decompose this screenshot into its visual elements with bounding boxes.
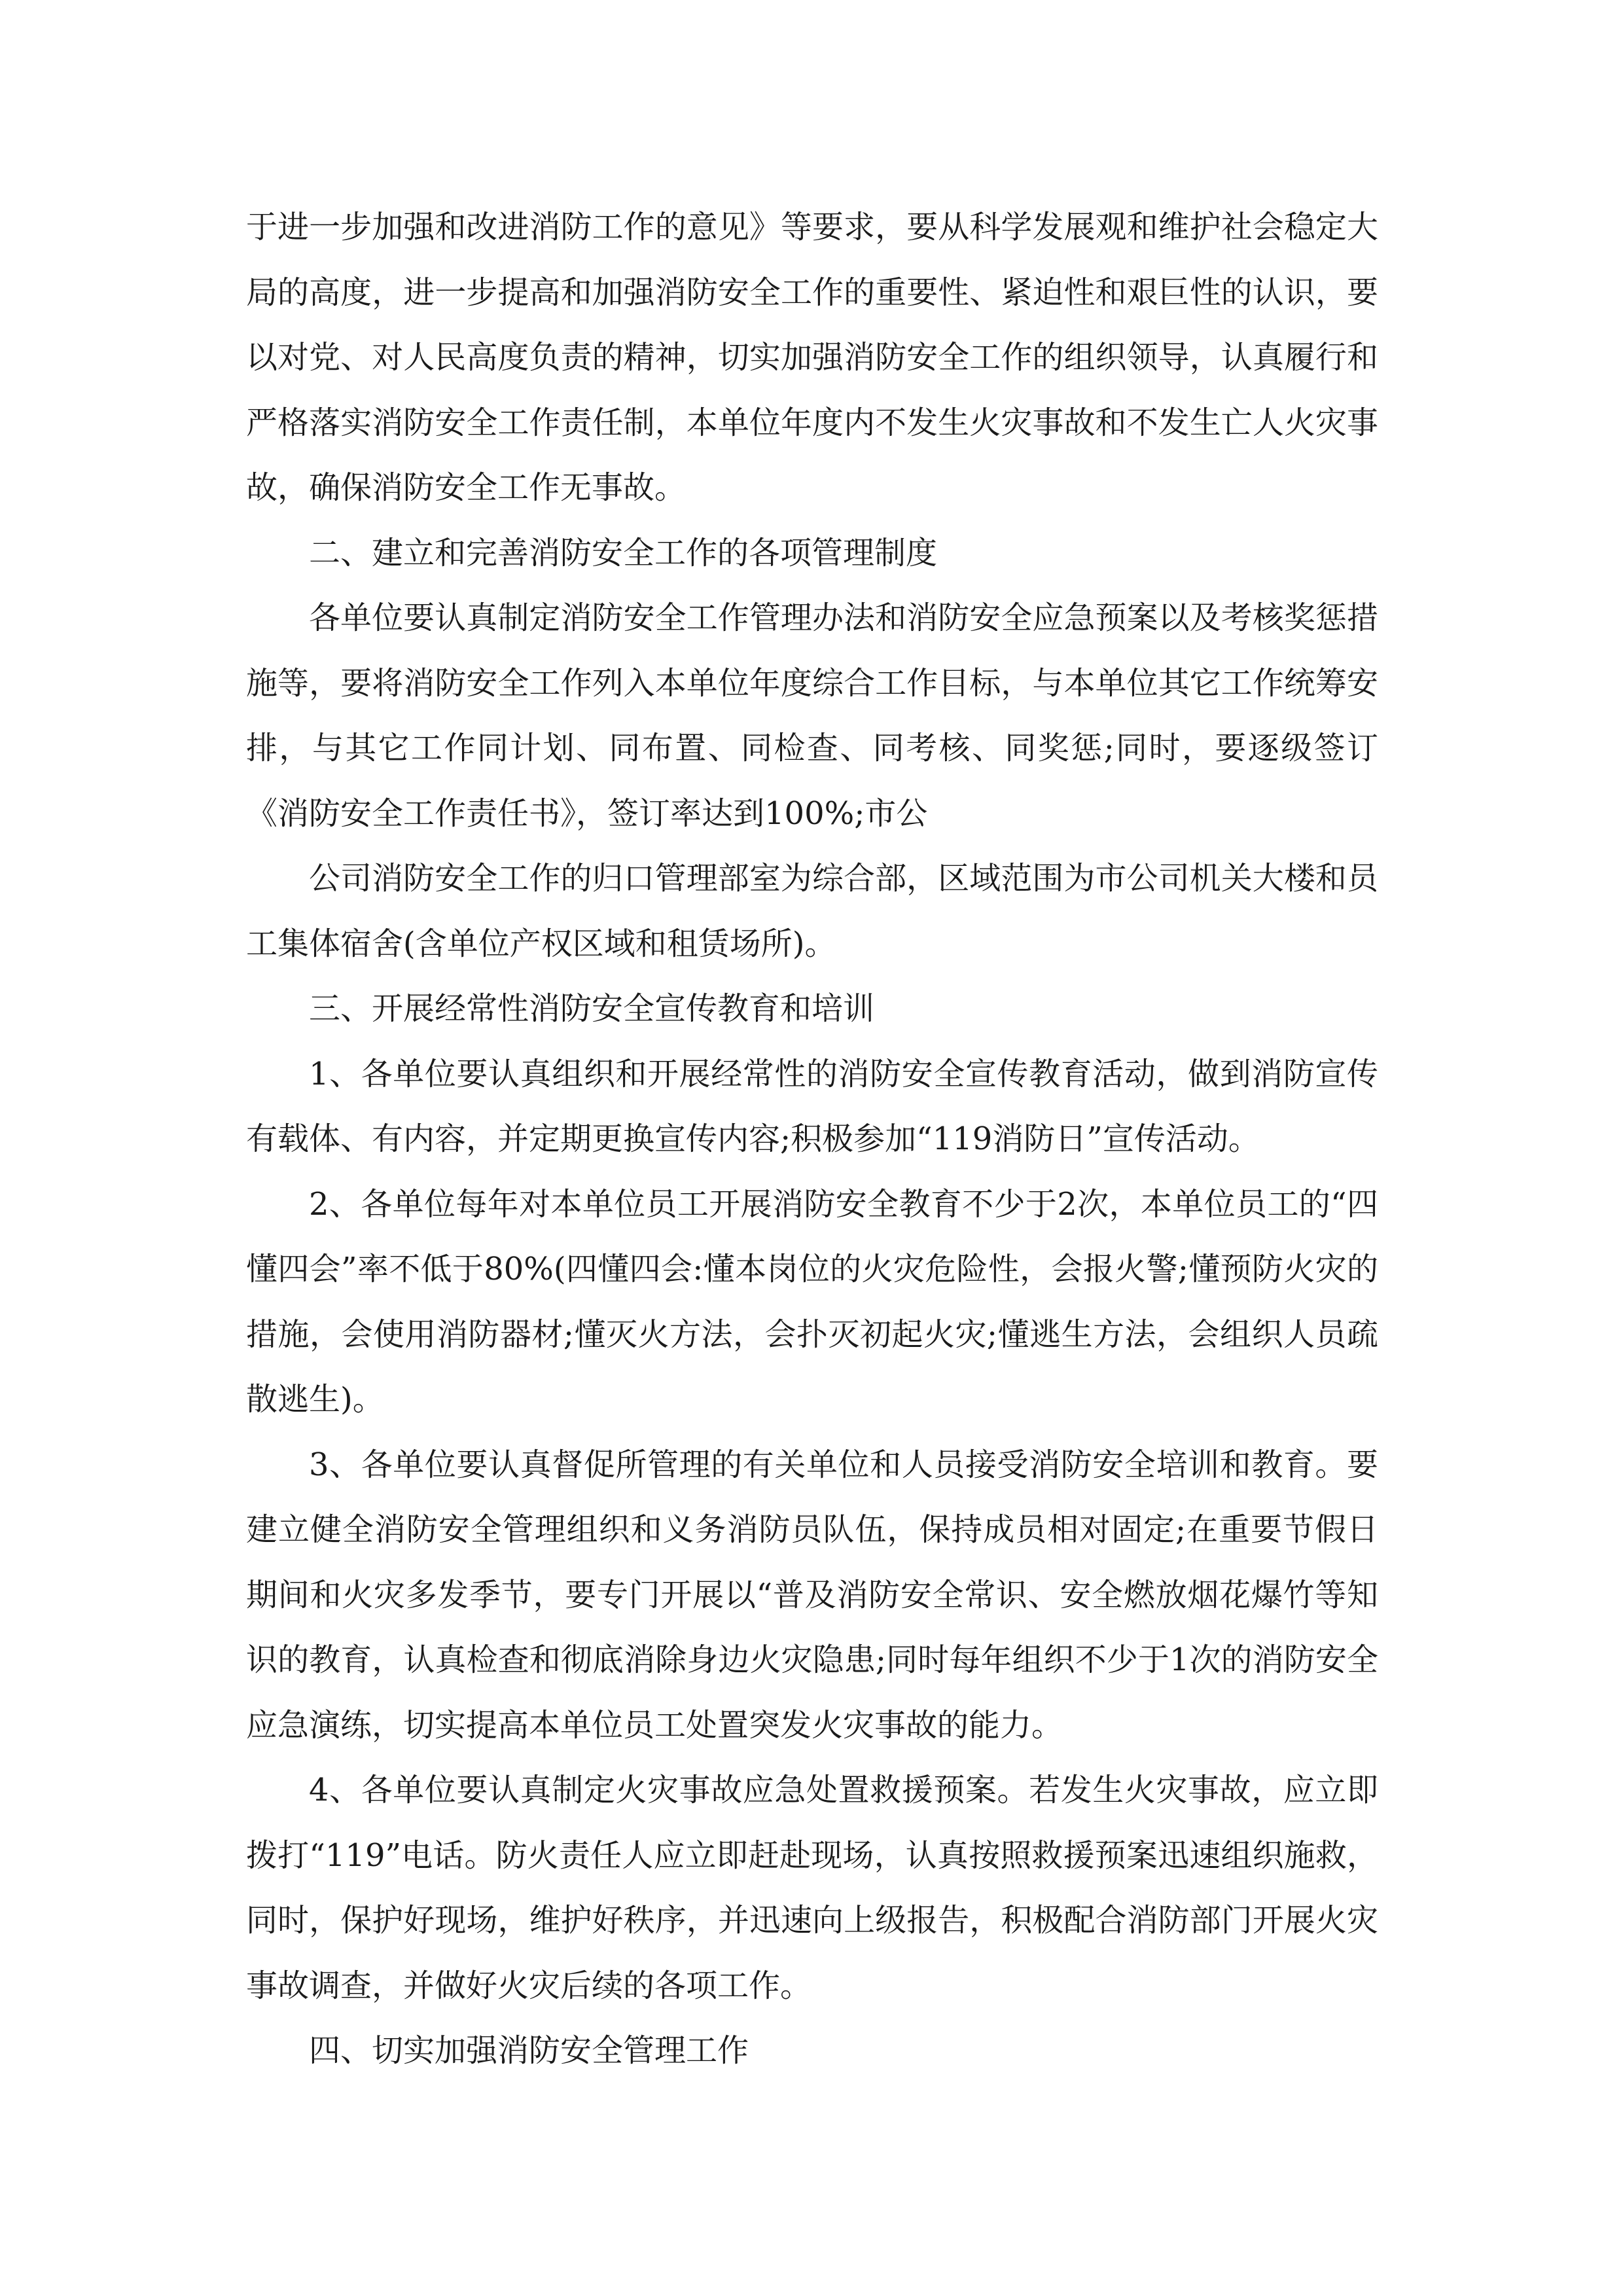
list-item-1: 1、各单位要认真组织和开展经常性的消防安全宣传教育活动，做到消防宣传有载体、有内容，并定期更换宣传内容;积极参加“119消防日”宣传活动。 (246, 1055, 1378, 1157)
section-heading-2: 二、建立和完善消防安全工作的各项管理制度 (309, 534, 938, 571)
list-item-3: 3、各单位要认真督促所管理的有关单位和人员接受消防安全培训和教育。要建立健全消防安全管理组织和义务消防员队伍，保持成员相对固定;在重要节假日期间和火灾多发季节，要专门开展以“普及消防安全常识、安全燃放烟花爆竹等知识的教育，认真检查和彻底消除身边火灾隐患;同时每年组织不少于1次的消防安全应急演练，切实提高本单位员工处置突发火灾事故的能力。 (246, 1446, 1378, 1744)
list-item-4: 4、各单位要认真制定火灾事故应急处置救援预案。若发生火灾事故，应立即拨打“119”电话。防火责任人应立即赶赴现场，认真按照救援预案迅速组织施救，同时，保护好现场，维护好秩序，并迅速向上级报告，积极配合消防部门开展火灾事故调查，并做好火灾后续的各项工作。 (246, 1772, 1378, 2004)
paragraph-continuation: 于进一步加强和改进消防工作的意见》等要求，要从科学发展观和维护社会稳定大局的高度，进一步提高和加强消防安全工作的重要性、紧迫性和艰巨性的认识，要以对党、对人民高度负责的精神，切实加强消防安全工作的组织领导，认真履行和严格落实消防安全工作责任制，本单位年度内不发生火灾事故和不发生亡人火灾事故，确保消防安全工作无事故。 (246, 209, 1378, 506)
section-heading-3: 三、开展经常性消防安全宣传教育和培训 (309, 990, 875, 1027)
document-body (246, 195, 1378, 2084)
list-item-2: 2、各单位每年对本单位员工开展消防安全教育不少于2次，本单位员工的“四懂四会”率不低于80%(四懂四会:懂本岗位的火灾危险性，会报火警;懂预防火灾的措施，会使用消防器材;懂灭火方法，会扑灭初起火灾;懂逃生方法，会组织人员疏散逃生)。 (246, 1185, 1378, 1418)
paragraph: 公司消防安全工作的归口管理部室为综合部，区域范围为市公司机关大楼和员工集体宿舍(含单位产权区域和租赁场所)。 (246, 860, 1378, 962)
paragraph: 各单位要认真制定消防安全工作管理办法和消防安全应急预案以及考核奖惩措施等，要将消防安全工作列入本单位年度综合工作目标，与本单位其它工作统筹安排，与其它工作同计划、同布置、同检查、同考核、同奖惩;同时，要逐级签订《消防安全工作责任书》，签订率达到100%;市公 (246, 600, 1378, 832)
section-heading-4: 四、切实加强消防安全管理工作 (309, 2032, 749, 2069)
